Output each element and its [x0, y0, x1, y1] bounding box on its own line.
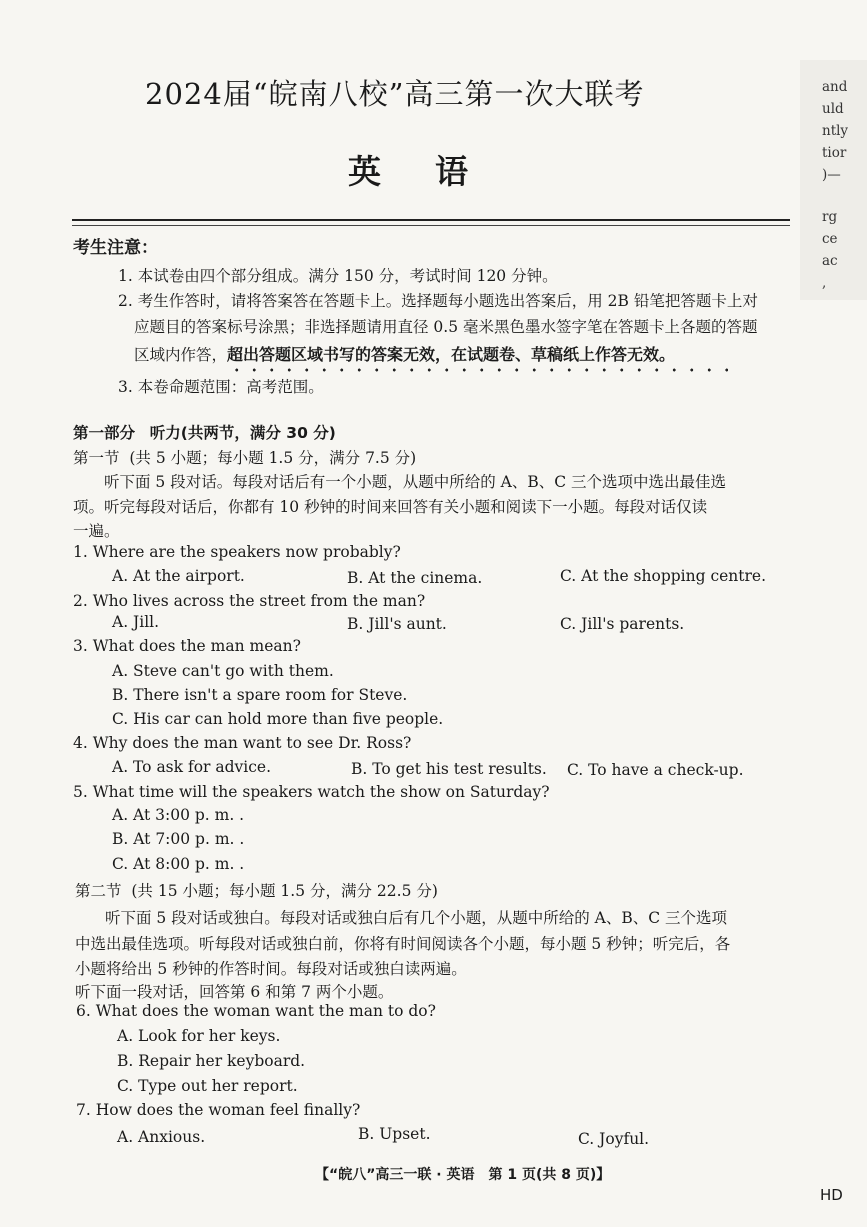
header-divider-thin	[72, 225, 790, 226]
section2-label: 第二节	[75, 882, 122, 900]
edge-fragment: ce	[822, 231, 838, 247]
edge-fragment: rg	[822, 209, 838, 225]
q7-option-b: B. Upset.	[358, 1125, 431, 1143]
section2-instr-2: 中选出最佳选项。听每段对话或独白前，你将有时间阅读各个小题，每小题 5 秒钟；听完后，各	[75, 935, 731, 953]
q2-option-b: B. Jill's aunt.	[347, 615, 447, 633]
q5-option-a: A. At 3:00 p. m. .	[112, 806, 245, 824]
q1-option-b: B. At the cinema.	[347, 569, 483, 587]
edge-fragment: ntly	[822, 123, 849, 139]
edge-fragment: )—	[822, 167, 841, 183]
section2-instr-3: 小题将给出 5 秒钟的作答时间。每段对话或独白读两遍。	[75, 960, 467, 978]
section1-instr-1: 听下面 5 段对话。每段对话后有一个小题，从题中所给的 A、B、C 三个选项中选出最佳选	[104, 473, 727, 491]
section2-lead: 听下面一段对话，回答第 6 和第 7 两个小题。	[75, 983, 394, 1001]
q5-option-c: C. At 8:00 p. m. .	[112, 855, 245, 873]
part1-label: 第一部分	[73, 424, 136, 442]
q2-stem: 2. Who lives across the street from the man?	[73, 592, 426, 610]
part1-title: 听力(共两节，满分 30 分)	[149, 424, 336, 442]
section1-label: 第一节	[73, 449, 120, 467]
exam-subject: 英语	[348, 152, 522, 191]
q5-option-b: B. At 7:00 p. m. .	[112, 830, 245, 848]
q3-option-a: A. Steve can't go with them.	[112, 662, 334, 680]
q6-option-b: B. Repair her keyboard.	[117, 1052, 306, 1070]
section2-heading	[75, 879, 438, 901]
edge-fragment: and	[822, 79, 848, 95]
edge-fragment: ,	[822, 275, 827, 291]
q4-stem: 4. Why does the man want to see Dr. Ross?	[73, 734, 412, 752]
notice-item-3: 3. 本卷命题范围：高考范围。	[118, 378, 324, 396]
q4-option-c: C. To have a check-up.	[567, 761, 744, 779]
notice-item-2-end	[134, 342, 675, 365]
edge-fragment: ac	[822, 253, 838, 269]
q1-option-a: A. At the airport.	[112, 567, 245, 585]
q7-option-c: C. Joyful.	[578, 1130, 650, 1148]
emphasis-dots	[228, 368, 728, 372]
section1-info: (共 5 小题；每小题 1.5 分，满分 7.5 分)	[129, 449, 417, 467]
section1-heading	[73, 446, 416, 468]
section1-instr-3: 一遍。	[73, 522, 120, 540]
edge-fragment: tior	[822, 145, 847, 161]
q7-stem: 7. How does the woman feel finally?	[76, 1101, 361, 1119]
q6-option-a: A. Look for her keys.	[117, 1027, 281, 1045]
corner-code: HD	[820, 1186, 843, 1204]
q7-option-a: A. Anxious.	[117, 1128, 206, 1146]
notice-warning: 超出答题区域书写的答案无效，在试题卷、草稿纸上作答无效。	[227, 345, 676, 364]
q4-option-b: B. To get his test results.	[351, 760, 547, 778]
notice-item-2-cont: 应题目的答案标号涂黑；非选择题请用直径 0.5 毫米黑色墨水签字笔在答题卡上各题的答题	[134, 318, 758, 336]
notice-item-2: 2. 考生作答时，请将答案答在答题卡上。选择题每小题选出答案后，用 2B 铅笔把答题卡上对	[118, 292, 758, 310]
q2-option-c: C. Jill's parents.	[560, 615, 685, 633]
section2-info: (共 15 小题；每小题 1.5 分，满分 22.5 分)	[131, 882, 438, 900]
q5-stem: 5. What time will the speakers watch the show on Saturday?	[73, 783, 550, 801]
page-footer: 【“皖八”高三一联 · 英语 第 1 页(共 8 页)】	[315, 1167, 611, 1183]
header-divider	[72, 219, 790, 221]
q6-stem: 6. What does the woman want the man to do?	[76, 1002, 436, 1020]
exam-title: 2024届“皖南八校”高三第一次大联考	[145, 77, 645, 111]
notice-item-1: 1. 本试卷由四个部分组成。满分 150 分，考试时间 120 分钟。	[118, 267, 558, 285]
q2-option-a: A. Jill.	[112, 613, 160, 631]
part1-heading	[73, 421, 336, 443]
section1-instr-2: 项。听完每段对话后，你都有 10 秒钟的时间来回答有关小题和阅读下一小题。每段对话仅读	[73, 498, 708, 516]
q1-stem: 1. Where are the speakers now probably?	[73, 543, 401, 561]
q3-stem: 3. What does the man mean?	[73, 637, 301, 655]
notice-heading: 考生注意：	[73, 238, 158, 258]
notice-item-2-prefix: 区域内作答，	[134, 346, 228, 364]
section2-instr-1: 听下面 5 段对话或独白。每段对话或独白后有几个小题，从题中所给的 A、B、C 三个选项	[105, 909, 728, 927]
q3-option-b: B. There isn't a spare room for Steve.	[112, 686, 408, 704]
q6-option-c: C. Type out her report.	[117, 1077, 298, 1095]
q1-option-c: C. At the shopping centre.	[560, 567, 767, 585]
q3-option-c: C. His car can hold more than five people.	[112, 710, 444, 728]
q4-option-a: A. To ask for advice.	[112, 758, 272, 776]
edge-fragment: uld	[822, 101, 844, 117]
